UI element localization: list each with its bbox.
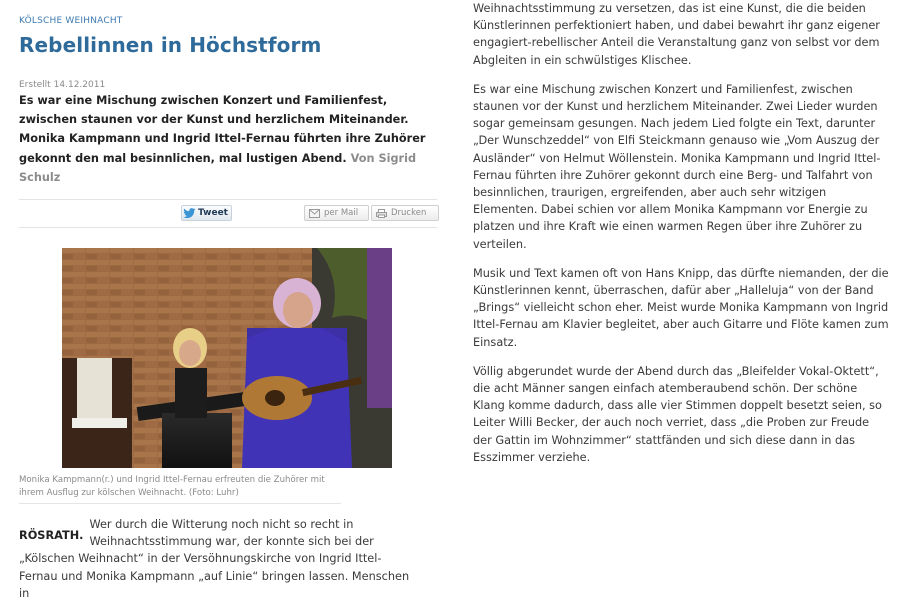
tweet-button[interactable]	[181, 205, 232, 221]
twitter-bird-icon	[183, 208, 196, 219]
tweet-label: Tweet	[198, 208, 228, 218]
envelope-icon	[309, 209, 320, 218]
author-byline: Von Sigrid Schulz	[19, 151, 417, 184]
print-button[interactable]	[371, 205, 439, 221]
article-lead	[19, 91, 434, 187]
dateline: RÖSRATH.	[19, 529, 84, 542]
mail-label: per Mail	[324, 208, 359, 218]
created-line	[19, 80, 105, 90]
printer-icon	[376, 209, 387, 218]
caption-divider	[19, 503, 341, 504]
email-share-button[interactable]	[304, 205, 369, 221]
created-label: Erstellt	[19, 80, 51, 90]
created-date: 14.12.2011	[53, 80, 106, 90]
photo-caption: Monika Kampmann(r.) und Ingrid Ittel-Fernau erfreuten die Zuhörer mit ihrem Ausflug zur kölschen Weihnacht. (Foto: Luhr)	[19, 475, 325, 498]
article-kicker[interactable]: KÖLSCHE WEIHNACHT	[19, 16, 123, 26]
body-paragraph: Es war eine Mischung zwischen Konzert und Familienfest, zwischen staunen vor der Kunst und herzlichem Miteinander. Zwei Lieder wurden sogar gemeinsam gesungen. Nach jedem Lied folgte ein Text, darunter „Der Wunschzeddel“ von Elfi Steickmann genauso wie „Vom Auszug der Ausländer“ von Helmut Wöllenstein. Monika Kampmann und Ingrid Ittel-Fernau führten ihre Zuhörer gekonnt durch eine Berg- und Talfahrt von besinnlichen, traurigen, ergreifenden, aber auch sehr witzigen Elementen. Dabei schien vor allem Monika Kampmann vor Energie zu platzen und ihre Kraft wie einen warmen Regen über ihre Zuhörer zu verteilen.	[473, 82, 881, 251]
body-paragraph: Weihnachtsstimmung zu versetzen, das ist eine Kunst, die die beiden Künstlerinnen perfektioniert haben, und dabei bewahrt ihr ganz eigener engagiert-rebellischer Anteil die Veranstaltung ganz von selbst vor dem Abgleiten in ein schwülstiges Klischee.	[473, 2, 880, 67]
lead-text: Es war eine Mischung zwischen Konzert und Familienfest, zwischen staunen vor der Kunst und herzlichem Miteinander. Monika Kampmann und Ingrid Ittel-Fernau führten ihre Zuhörer gekonnt den mal besinnlichen, mal lustigen Abend.	[19, 94, 426, 165]
concert-photo	[62, 248, 392, 468]
article-headline: Rebellinnen in Höchstform	[19, 33, 322, 57]
article-right-column	[473, 0, 891, 478]
body-paragraph: Musik und Text kamen oft von Hans Knipp, das dürfte niemanden, der die Künstlerinnen kennt, überraschen, dafür aber „Halleluja“ von der Band „Brings“ vielleicht schon eher. Meist wurde Monika Kampmann von Ingrid Ittel-Fernau am Klavier begleitet, aber auch Gitarre und Flöte kamen zum Einsatz.	[473, 266, 889, 349]
body-paragraph: Völlig abgerundet wurde der Abend durch das „Bleifelder Vokal-Oktett“, die acht Männer sangen einfach atemberaubend schön. Der schöne Klang komme dadurch, dass alle vier Stimmen doppelt besetzt seien, so Leiter Willi Becker, der auch noch verriet, dass „die Proben zur Freude der Gattin im Wohnzimmer“ stattfänden und sich diese dann in das Esszimmer verziehe.	[473, 364, 882, 464]
print-label: Drucken	[391, 208, 427, 218]
intro-text: Wer durch die Witterung noch nicht so recht in Weihnachtsstimmung war, der konnte sich bei der „Kölschen Weihnacht“ in der Versöhnungskirche von Ingrid Ittel-Fernau und Monika Kampmann „auf Linie“ bringen lassen. Menschen in	[19, 518, 410, 600]
share-toolbar	[19, 199, 437, 228]
article-body-intro	[19, 516, 414, 602]
